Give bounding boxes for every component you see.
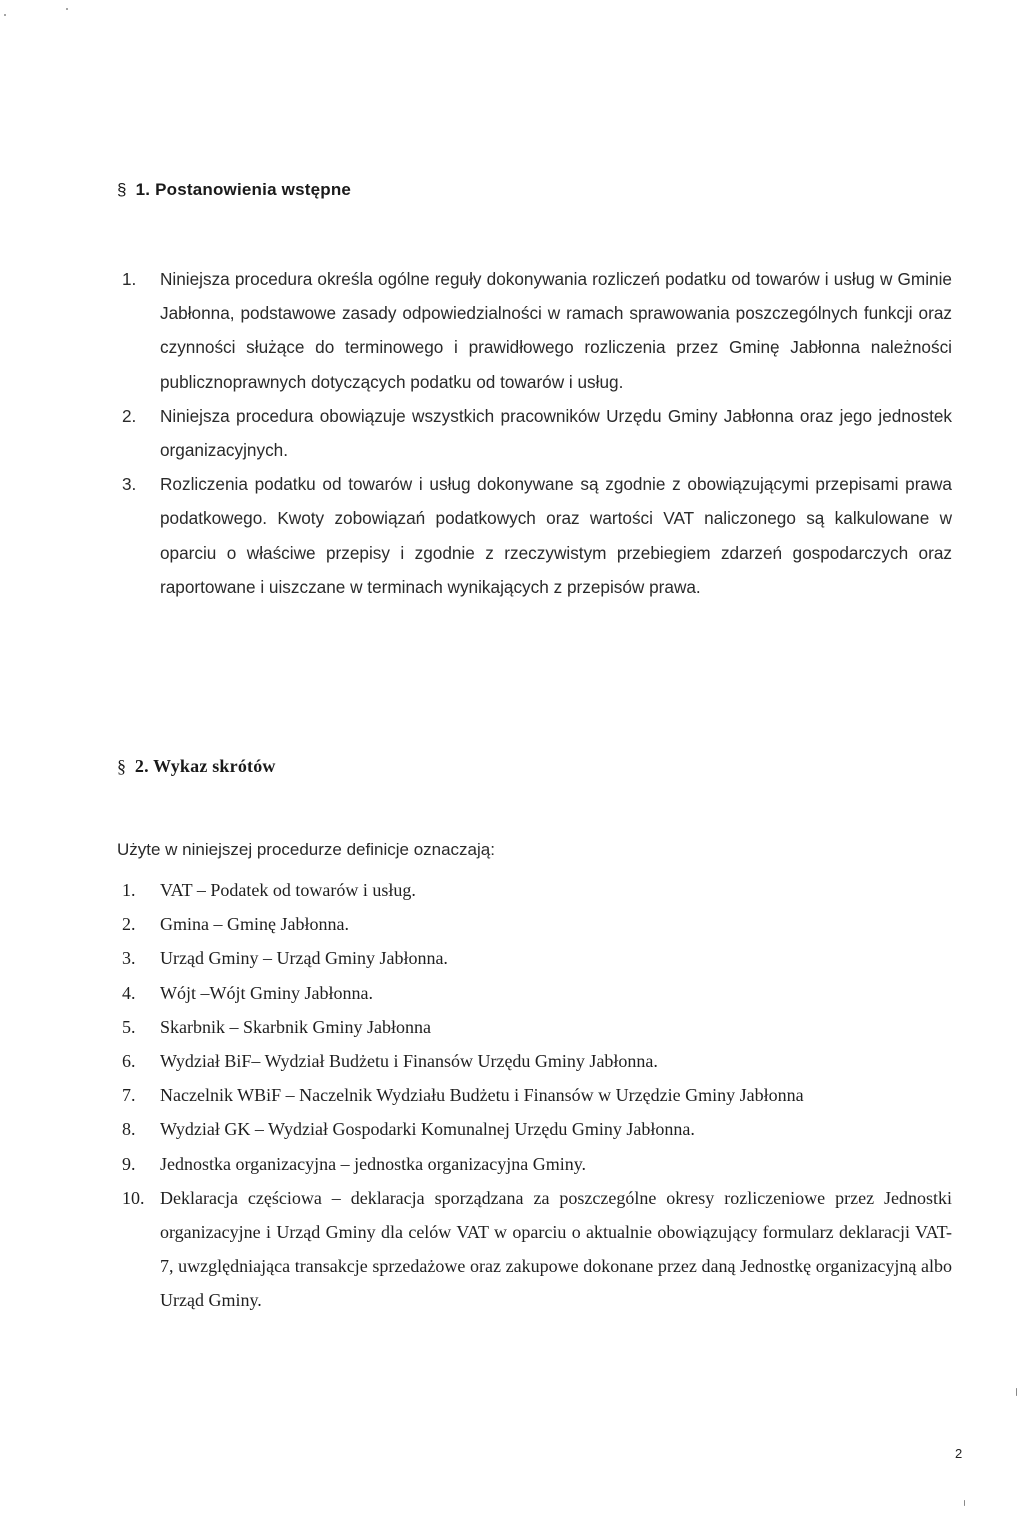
item-number: 8. [122,1119,136,1140]
list-item [122,1044,952,1078]
item-number: 3. [122,948,136,969]
item-text: Wójt –Wójt Gminy Jabłonna. [160,982,373,1003]
item-number: 6. [122,1051,136,1072]
list-item [122,1181,952,1318]
item-number: 1. [122,269,137,289]
item-text: Niniejsza procedura określa ogólne reguły dokonywania rozliczeń podatku od towarów i usług w Gminie Jabłonna, podstawowe zasady odpowiedzialności w ramach sprawowania poszczególnych funkcji oraz czynności służące do terminowego i prawidłowego rozliczenia przez Gminę Jabłonna należności publicznoprawnych dotyczących podatku od towarów i usług. [160,269,952,392]
scan-speck [964,1500,965,1506]
item-text: Wydział GK – Wydział Gospodarki Komunalnej Urzędu Gminy Jabłonna. [160,1119,695,1140]
list-item [122,262,952,399]
list-item [122,1010,952,1044]
page-number: 2 [955,1446,963,1461]
item-number: 9. [122,1153,136,1174]
list-item [122,1112,952,1146]
section-2-intro: Użyte w niniejszej procedurze definicje oznaczają: [117,840,495,859]
section-2-list [122,873,952,1318]
list-item [122,873,952,907]
list-item [122,976,952,1010]
item-text: Naczelnik WBiF – Naczelnik Wydziału Budżetu i Finansów w Urzędzie Gminy Jabłonna [160,1085,804,1106]
item-text: Urząd Gminy – Urząd Gminy Jabłonna. [160,948,448,969]
section-symbol: § [117,756,127,776]
item-text: Deklaracja częściowa – deklaracja sporządzana za poszczególne okresy rozliczeniowe przez Jednostki organizacyjne i Urząd Gminy dla celów VAT w oparciu o aktualnie obowiązujący formularz deklaracji VAT-7, uwzględniająca transakcje sprzedażowe oraz zakupowe dokonane przez daną Jednostkę organizacyjną albo Urząd Gminy. [160,1187,952,1311]
item-number: 4. [122,982,136,1003]
list-item [122,1078,952,1112]
section-2-heading [117,756,276,777]
item-text: Jednostka organizacyjna – jednostka organizacyjna Gminy. [160,1153,587,1174]
item-number: 10. [122,1187,145,1208]
list-item [122,907,952,941]
section-symbol: § [117,180,127,199]
scan-speck [1016,1388,1017,1396]
item-number: 7. [122,1085,136,1106]
list-item [122,399,952,467]
item-text: Niniejsza procedura obowiązuje wszystkich pracowników Urzędu Gminy Jabłonna oraz jego jednostek organizacyjnych. [160,405,952,461]
item-text: Wydział BiF– Wydział Budżetu i Finansów Urzędu Gminy Jabłonna. [160,1051,658,1072]
item-text: Skarbnik – Skarbnik Gminy Jabłonna [160,1016,431,1037]
item-number: 2. [122,405,137,426]
item-number: 2. [122,914,136,935]
scan-speck [66,8,68,10]
scan-speck [4,14,6,16]
section-1-heading [117,180,351,200]
item-number: 3. [122,474,137,495]
item-text: Rozliczenia podatku od towarów i usług dokonywane są zgodnie z obowiązującymi przepisami prawa podatkowego. Kwoty zobowiązań podatkowych oraz wartości VAT naliczonego są kalkulowane w oparciu o właściwe przepisy i zgodnie z rzeczywistym przebiegiem zdarzeń gospodarczych oraz raportowane i uiszczane w terminach wynikających z przepisów prawa. [160,474,952,597]
list-item [122,467,952,604]
list-item [122,1147,952,1181]
section-1-list [122,262,952,604]
item-text: VAT – Podatek od towarów i usług. [160,880,416,900]
section-1-title: 1. Postanowienia wstępne [135,180,352,199]
section-2-title: 2. Wykaz skrótów [134,756,276,776]
item-number: 1. [122,880,136,900]
list-item [122,941,952,975]
item-text: Gmina – Gminę Jabłonna. [160,914,349,935]
item-number: 5. [122,1016,136,1037]
